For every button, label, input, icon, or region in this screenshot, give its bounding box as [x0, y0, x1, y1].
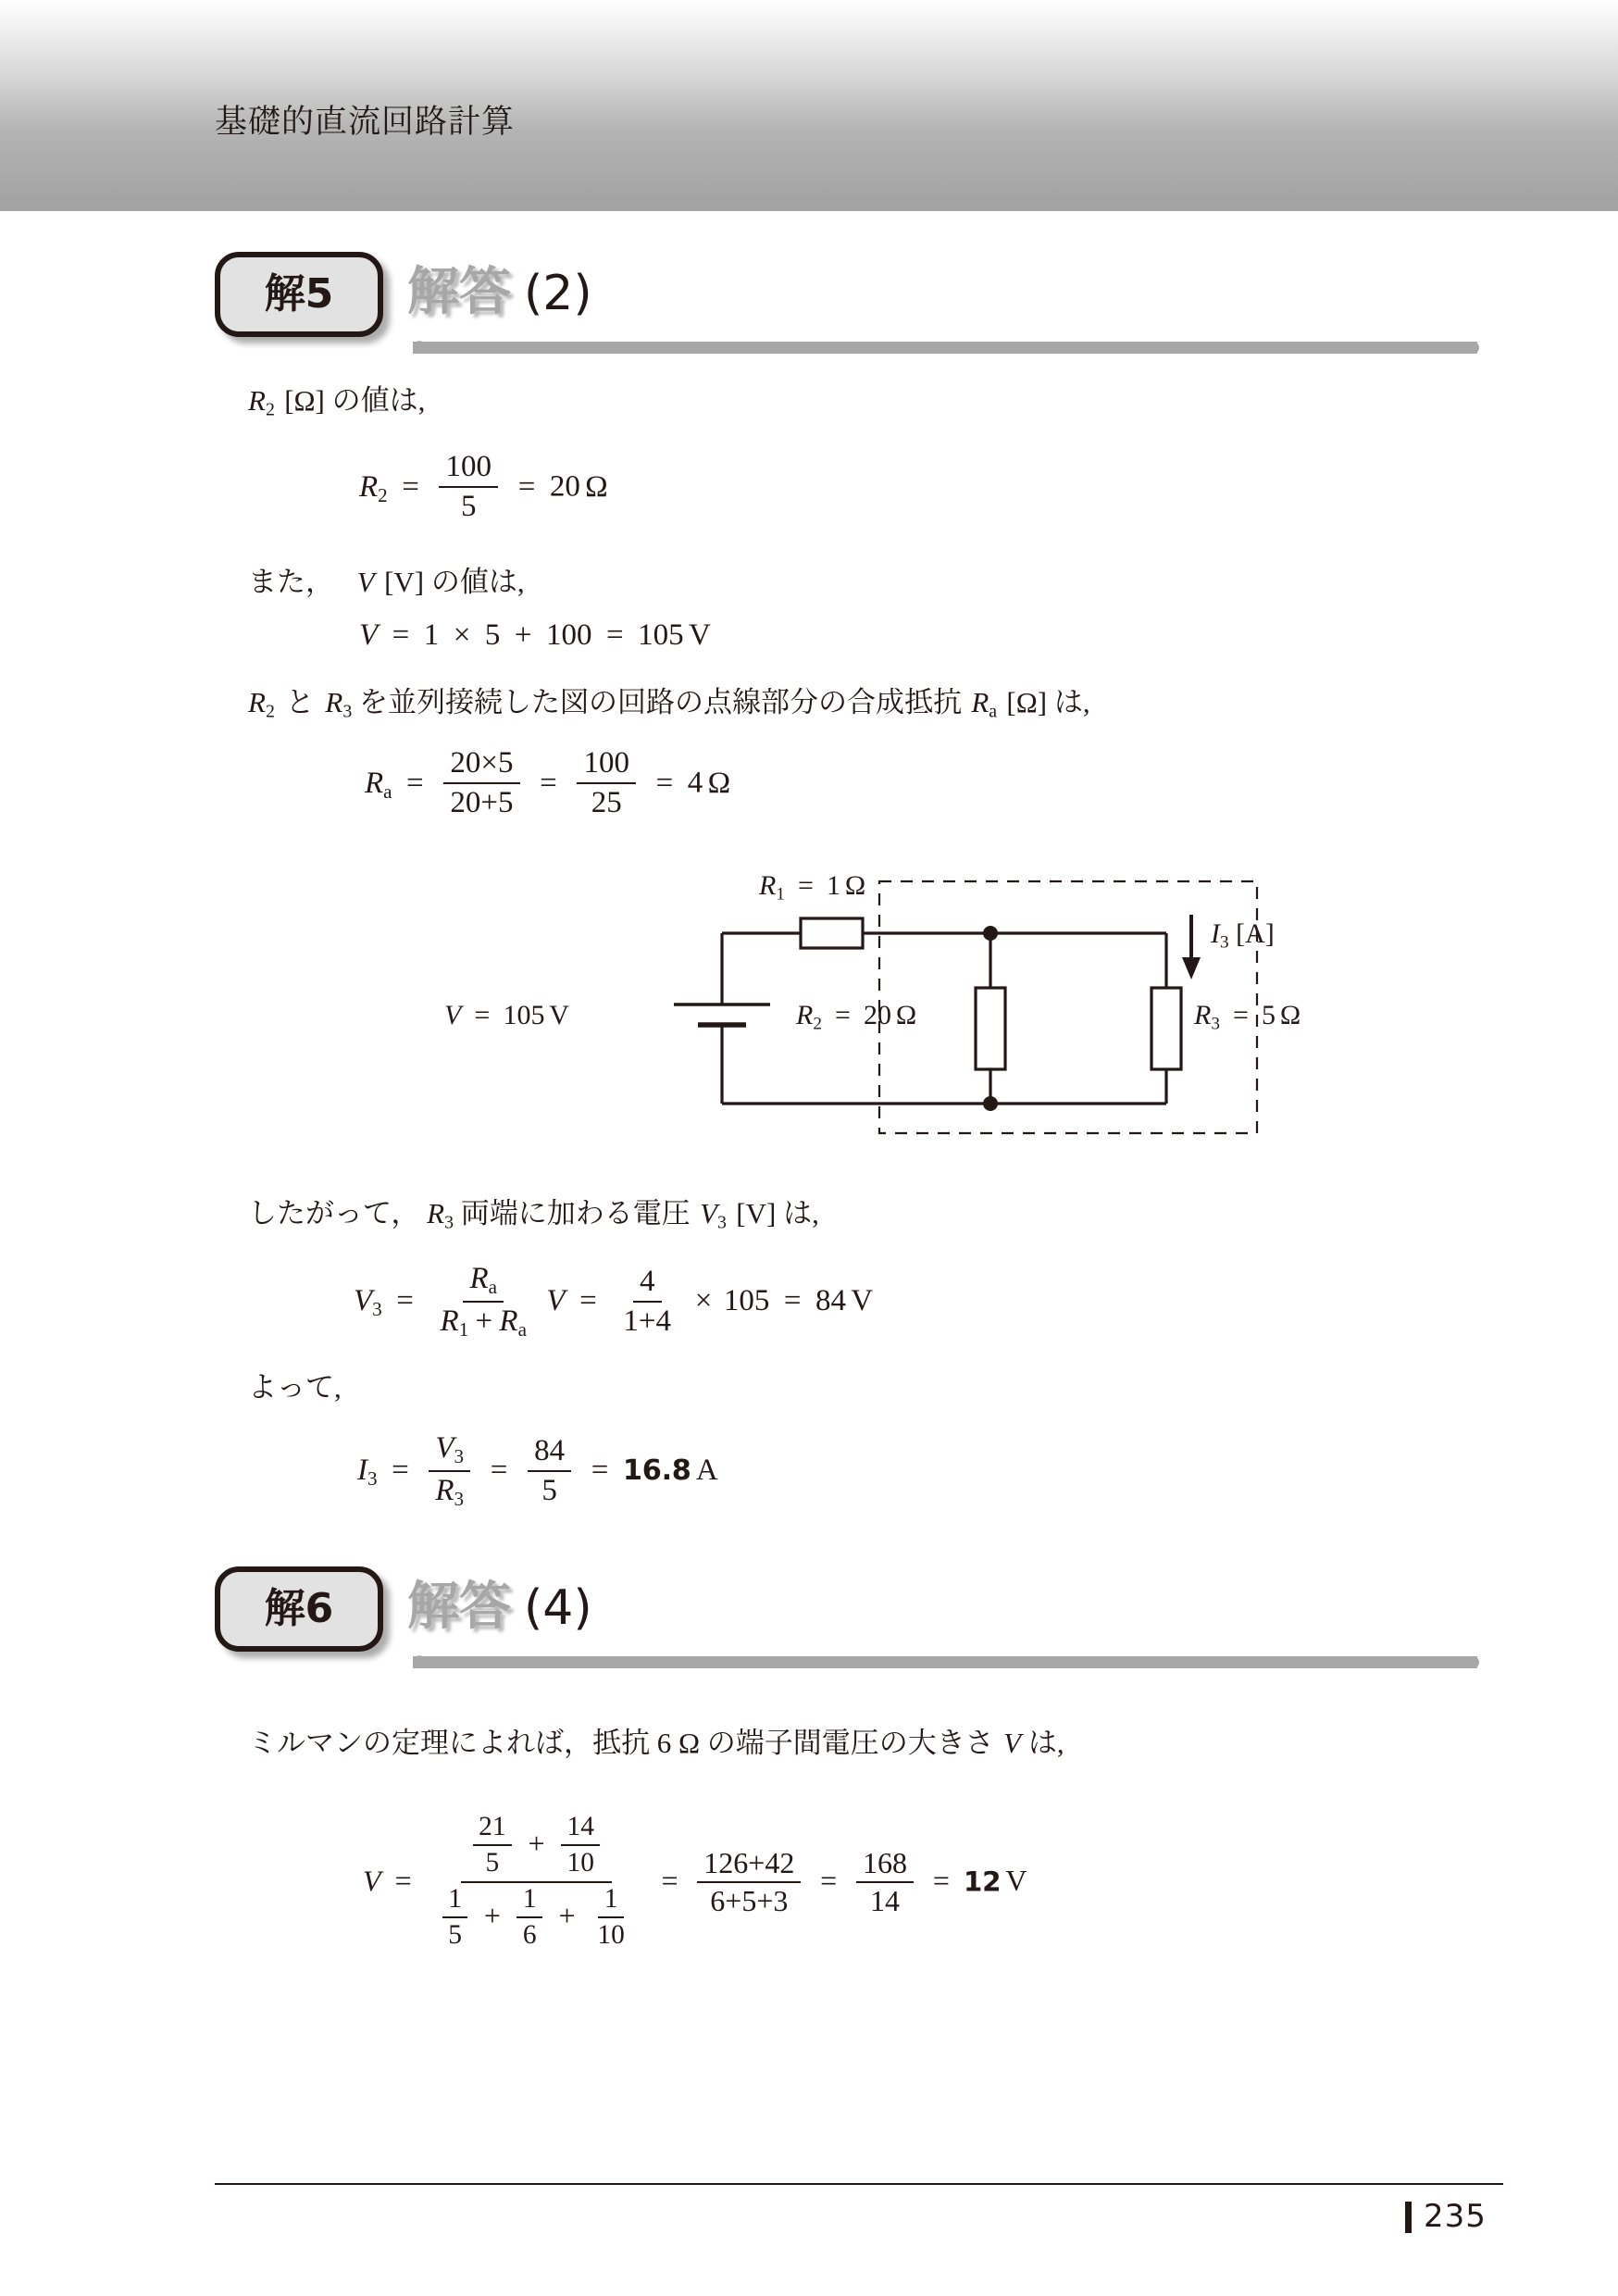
fraction-denominator: 5 [541, 1473, 557, 1507]
circuit-diagram [444, 861, 1333, 1167]
equation-r2-lhs: $R_2$ [359, 469, 388, 506]
circuit-label-i3-unit: [A] [1236, 918, 1275, 949]
fraction-100-over-25 [577, 746, 636, 820]
equation-v-c: 100 [546, 618, 592, 652]
answer-heading-6-word: 解答 [407, 1577, 511, 1637]
equals-sign: = [392, 618, 410, 652]
equation-v-lhs: V [359, 618, 379, 652]
equation-v3-factor: 105 [723, 1284, 770, 1318]
equation-v [359, 618, 711, 653]
fraction-denominator: 6+5+3 [710, 1884, 789, 1918]
line-r2-intro-text: の値は, [331, 384, 426, 417]
plus-sign: + [483, 1898, 501, 1932]
line-millman-tail: は, [1027, 1727, 1064, 1759]
line-v-intro-mata: また， [248, 566, 334, 598]
page-number: 235 [1424, 2198, 1487, 2235]
fraction-denominator: 14 [870, 1884, 901, 1918]
line-r2-intro [248, 381, 425, 422]
fraction-numerator: 1 [442, 1884, 468, 1918]
current-arrow-head [1182, 957, 1201, 980]
equation-v-b: 5 [484, 618, 501, 652]
equation-v-result: 105 [638, 618, 684, 652]
equation-v3-lhs: $V_3$ [354, 1284, 382, 1321]
equation-r2-result: 20 [549, 469, 580, 504]
line-yotte [248, 1368, 342, 1407]
equation-v3-result: 84 [815, 1284, 846, 1318]
fraction-numerator: $V_3$ [429, 1431, 470, 1472]
page-number-mark [1405, 2202, 1412, 2233]
equation-ra [365, 748, 730, 822]
divider-dash-dot-6 [413, 1655, 1477, 1668]
line-parallel-intro [248, 683, 1090, 724]
line-yotte-text: よって, [248, 1371, 342, 1404]
resistor-r1-body [801, 918, 863, 948]
circuit-label-v: V = 105 V [444, 1000, 569, 1030]
divider-dash-dot-5 [413, 341, 1477, 354]
resistor-r3-body [1151, 988, 1181, 1069]
unit-volt-bracket: [V] [381, 566, 425, 598]
equation-ra-lhs: $R_a$ [365, 766, 392, 803]
unit-ohm-bracket: [Ω] [281, 384, 325, 417]
equals-sign: = [932, 1864, 950, 1898]
unit-volt-bracket: [V] [733, 1197, 777, 1229]
equation-i3-unit: A [695, 1454, 718, 1488]
equation-v3-unit: V [851, 1284, 874, 1318]
circuit-label-v-unit: V [549, 1000, 569, 1030]
answer-heading-5 [407, 262, 592, 322]
fraction-numerator: 168 [856, 1847, 914, 1884]
line-therefore-mid: 両端に加わる電圧 [460, 1197, 691, 1229]
badge-kai-5-label: 解5 [264, 270, 334, 318]
fraction-numerator: 14 [561, 1812, 600, 1846]
page-header-band [0, 0, 1618, 211]
equals-sign: = [606, 618, 624, 652]
fraction-168-over-14 [856, 1847, 914, 1919]
equation-millman [363, 1811, 1027, 1953]
fraction-denominator: 20+5 [450, 786, 514, 820]
line-therefore-head: したがって， [248, 1197, 420, 1229]
fraction-100-over-5 [439, 450, 498, 524]
line-parallel-text: を並列接続した図の回路の点線部分の合成抵抗 [359, 686, 962, 718]
equals-sign: = [661, 1864, 678, 1898]
circuit-label-r2-value: 20 [864, 1000, 892, 1030]
badge-kai-5 [215, 252, 383, 337]
fraction-84-over-5 [528, 1434, 572, 1508]
equation-ra-unit: Ω [707, 766, 731, 800]
equation-r2 [359, 452, 608, 526]
var-r3: $R_3$ [427, 1197, 454, 1233]
fraction-denominator: 25 [591, 786, 622, 820]
fraction-numerator: $R_a$ [463, 1262, 504, 1303]
circuit-label-r1-value: 1 [827, 870, 841, 901]
fraction-denominator: 10 [597, 1919, 625, 1950]
equation-v3-v: V [546, 1284, 566, 1318]
circuit-label-r3-unit: Ω [1279, 1000, 1301, 1030]
equals-sign: = [392, 1454, 409, 1488]
circuit-label-i3: $I_3$ [A] [1211, 918, 1275, 953]
var-r3: $R_3$ [325, 686, 353, 722]
equation-ra-result: 4 [687, 766, 703, 800]
junction-dot-top [983, 926, 998, 941]
circuit-label-r2: $R_2 = 20$ Ω [796, 1000, 917, 1034]
junction-dot-bottom [983, 1096, 998, 1111]
equals-sign: = [591, 1454, 609, 1488]
equation-v3 [354, 1264, 873, 1342]
fraction-1-over-6 [517, 1884, 542, 1951]
fraction-numerator: 126+42 [697, 1847, 801, 1884]
fraction-denominator: $R_1 + R_a$ [440, 1304, 527, 1341]
line-parallel-tail: は, [1053, 686, 1090, 718]
equation-i3 [357, 1433, 718, 1512]
footer-rule [215, 2183, 1503, 2185]
unit-ohm-bracket: [Ω] [1003, 686, 1048, 718]
equation-r2-unit: Ω [585, 469, 608, 504]
equals-sign: = [579, 1284, 597, 1318]
fraction-1-over-5 [442, 1884, 468, 1951]
fraction-denominator: 5 [461, 490, 477, 524]
fraction-denominator [430, 1883, 641, 1952]
badge-kai-6-label: 解6 [264, 1585, 334, 1632]
var-v: V [356, 566, 375, 598]
fraction-4-over-1-plus-4 [616, 1265, 678, 1339]
fraction-millman-main [430, 1813, 641, 1952]
fraction-numerator: 4 [633, 1265, 662, 1303]
line-millman-intro [248, 1724, 1064, 1763]
var-ra: $R_a$ [968, 686, 998, 722]
fraction-denominator: 5 [485, 1847, 500, 1878]
line-therefore [248, 1194, 819, 1235]
fraction-numerator: 84 [528, 1434, 572, 1472]
circuit-label-v-name: V [444, 1000, 462, 1030]
equation-i3-result: 16.8 [622, 1454, 691, 1488]
equals-sign: = [820, 1864, 838, 1898]
fraction-numerator: 21 [473, 1812, 512, 1846]
fraction-numerator [461, 1813, 611, 1883]
equals-sign: = [396, 1284, 414, 1318]
fraction-14-over-10 [561, 1812, 600, 1878]
conjunction-to: と [285, 686, 315, 718]
fraction-numerator: 100 [439, 450, 498, 488]
fraction-numerator: 100 [577, 746, 636, 784]
fraction-v3-over-r3 [429, 1431, 470, 1510]
fraction-denominator: 1+4 [623, 1304, 671, 1338]
badge-kai-6 [215, 1566, 383, 1652]
line-v-intro-text: の値は, [430, 566, 525, 598]
equation-millman-lhs: V [363, 1864, 381, 1898]
fraction-denominator: 5 [448, 1919, 462, 1950]
var-r2: $R_2$ [248, 384, 275, 420]
equals-sign: = [783, 1284, 802, 1318]
fraction-numerator: 20×5 [443, 746, 520, 784]
fraction-ra-over-r1-plus-ra [433, 1262, 533, 1341]
fraction-denominator: 6 [522, 1919, 537, 1950]
fraction-126-plus-42-over-sum [697, 1847, 801, 1919]
circuit-label-r1-unit: Ω [844, 870, 866, 901]
answer-heading-6 [407, 1577, 592, 1637]
equation-i3-lhs: $I_3$ [357, 1454, 378, 1491]
var-v: V [1001, 1727, 1022, 1759]
answer-heading-5-number: (2) [524, 266, 592, 321]
page-header-title: 基礎的直流回路計算 [215, 104, 516, 141]
answer-heading-6-number: (4) [524, 1580, 592, 1636]
resistor-r2-body [976, 988, 1005, 1069]
fraction-numerator: 1 [598, 1884, 624, 1918]
equals-sign: = [490, 1454, 508, 1488]
fraction-21-over-5 [473, 1812, 512, 1878]
circuit-label-r3: $R_3 = 5$ Ω [1194, 1000, 1301, 1034]
fraction-denominator: 10 [566, 1847, 594, 1878]
line-therefore-tail: は, [783, 1197, 819, 1229]
line-v-intro [248, 563, 525, 602]
equals-sign: = [402, 469, 419, 504]
plus-sign: + [514, 618, 532, 652]
equals-sign: = [406, 766, 424, 800]
times-sign: × [453, 618, 471, 652]
fraction-denominator: $R_3$ [435, 1473, 465, 1510]
equals-sign: = [655, 766, 674, 800]
equals-sign: = [394, 1864, 412, 1898]
plus-sign: + [528, 1826, 545, 1860]
circuit-label-r3-value: 5 [1262, 1000, 1276, 1030]
var-r2: $R_2$ [248, 686, 275, 722]
circuit-label-r2-unit: Ω [895, 1000, 917, 1030]
plus-sign: + [558, 1898, 576, 1932]
equation-millman-unit: V [1005, 1864, 1027, 1898]
answer-heading-5-word: 解答 [407, 262, 511, 322]
equals-sign: = [540, 766, 557, 800]
equation-v-a: 1 [423, 618, 440, 652]
var-v3: $V_3$ [697, 1197, 727, 1233]
equals-sign: = [517, 469, 536, 504]
circuit-label-v-value: 105 [503, 1000, 545, 1030]
fraction-numerator: 1 [517, 1884, 542, 1918]
circuit-label-r1: $R_1 = 1$ Ω [759, 870, 866, 905]
equation-millman-result: 12 [963, 1866, 1002, 1898]
line-millman-text: ミルマンの定理によれば，抵抗 6 Ω の端子間電圧の大きさ [248, 1727, 994, 1759]
fraction-product-over-sum [443, 746, 520, 820]
equation-v-unit: V [688, 618, 711, 652]
times-sign: × [694, 1284, 713, 1318]
fraction-1-over-10 [591, 1884, 630, 1951]
